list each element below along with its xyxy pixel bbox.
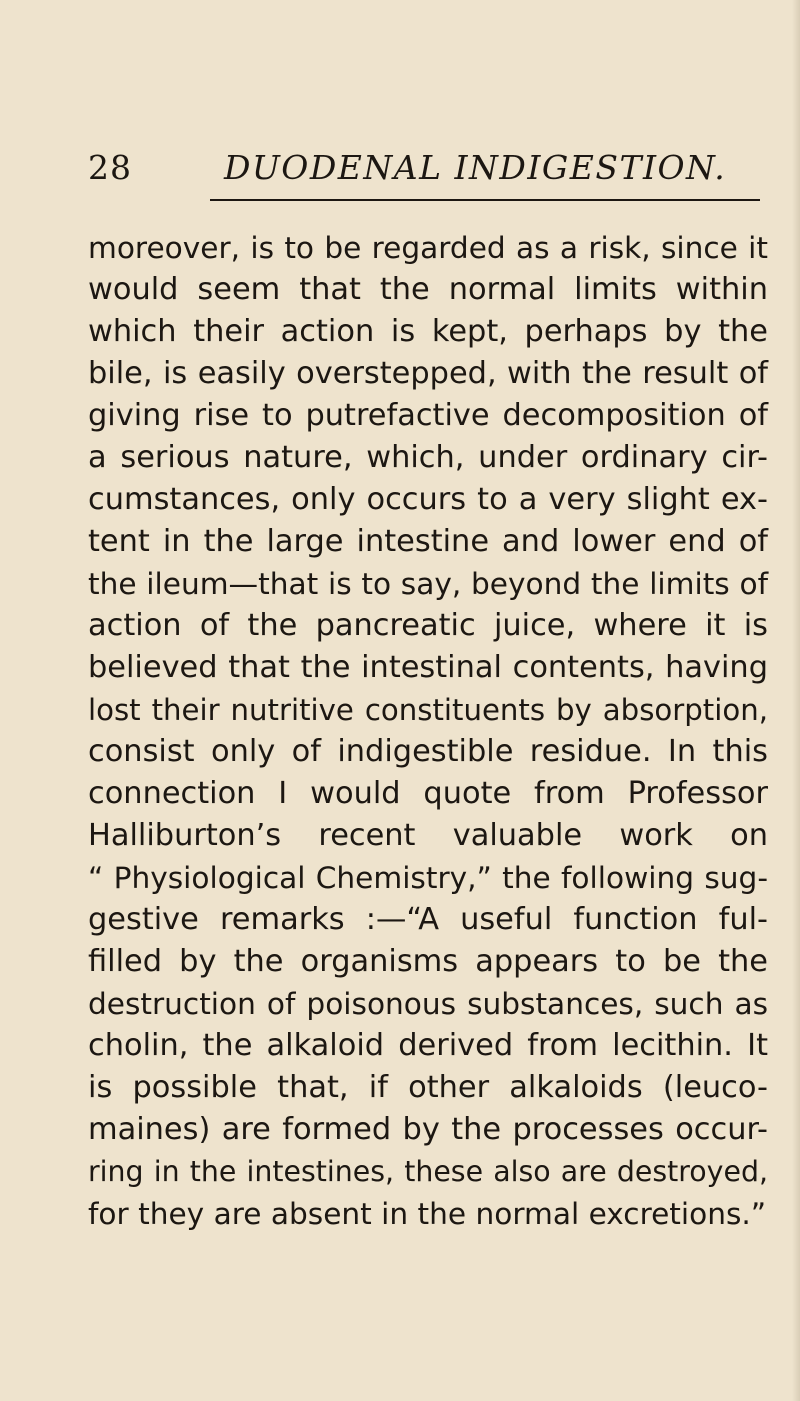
text-line: cumstances, only occurs to a very slight ex-: [88, 482, 768, 517]
running-title: DUODENAL INDIGESTION.: [224, 148, 727, 187]
page-header: [88, 146, 760, 190]
body-text: [88, 227, 768, 1235]
text-line: Halliburton’s recent valuable work on: [88, 818, 768, 853]
text-line: is possible that, if other alkaloids (leuco-: [88, 1070, 768, 1105]
text-line: a serious nature, which, under ordinary cir-: [88, 440, 768, 475]
text-line: connection I would quote from Professor: [88, 776, 768, 811]
text-line: giving rise to putrefactive decomposition of: [88, 398, 768, 433]
text-line: action of the pancreatic juice, where it is: [88, 608, 768, 643]
text-line: consist only of indigestible residue. In this: [88, 734, 768, 769]
text-line: ring in the intestines, these also are destroyed,: [88, 1155, 768, 1188]
text-line: the ileum—that is to say, beyond the limits of: [88, 567, 768, 601]
text-line: moreover, is to be regarded as a risk, since it: [88, 231, 768, 265]
text-line: would seem that the normal limits within: [88, 272, 768, 307]
text-line: gestive remarks :—“A useful function ful-: [88, 902, 768, 937]
text-line: tent in the large intestine and lower end of: [88, 524, 768, 559]
text-line: “ Physiological Chemistry,” the following sug-: [88, 861, 768, 895]
text-line: lost their nutritive constituents by absorption,: [88, 693, 768, 727]
text-line: maines) are formed by the processes occur-: [88, 1112, 768, 1147]
text-line: which their action is kept, perhaps by the: [88, 314, 768, 349]
text-line: cholin, the alkaloid derived from lecithin. It: [88, 1028, 768, 1063]
header-rule: [210, 199, 760, 201]
text-line: bile, is easily overstepped, with the result of: [88, 356, 768, 391]
page-number: 28: [88, 148, 132, 187]
page-edge-shadow: [792, 0, 800, 1401]
text-line: for they are absent in the normal excretions.”: [88, 1197, 767, 1231]
text-line: believed that the intestinal contents, having: [88, 650, 768, 685]
text-line: destruction of poisonous substances, such as: [88, 987, 768, 1021]
text-line: filled by the organisms appears to be the: [88, 944, 768, 979]
